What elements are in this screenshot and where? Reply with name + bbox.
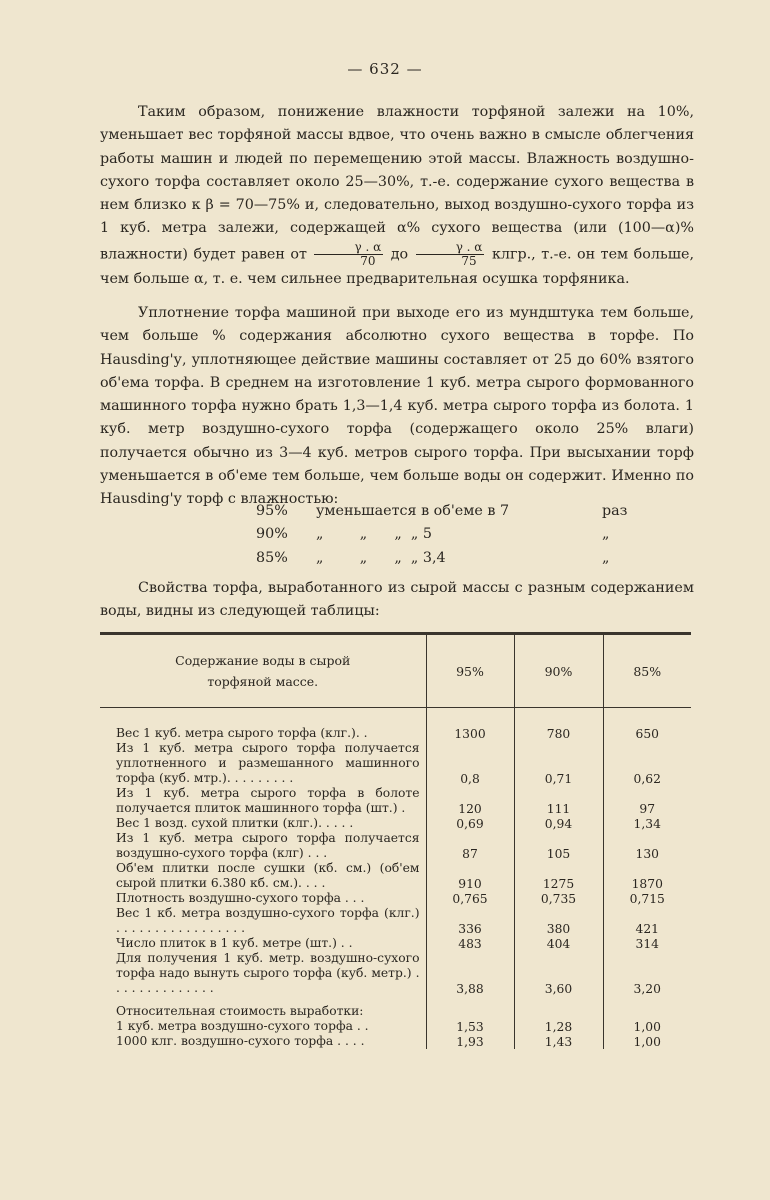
table-header-90: 90% (514, 634, 603, 708)
paragraph-1-text-a: Таким образом, понижение влажности торфяной залежи на 10%, уменьшает вес торфяной массы вдвое, что очень важно в смысле облегчения работы машин и людей по перемещению этой массы. Влажность воздушно-сухого торфа составляет около 25—30%, т.-е. содержание сухого вещества в нем близко к β = 70—75% и, следовательно, выход воздушно-сухого торфа из 1 куб. метра залежи, содержащей α% сухого вещества (или (100—α)% влажности) будет равен от (100, 104, 694, 263)
cell-85: 314 (603, 936, 691, 951)
shrink-row (256, 500, 627, 523)
table-row (100, 1019, 691, 1034)
paragraph-1-text-b: клгр., т.-е. он тем больше, чем больше α, т. е. чем сильнее предварительная осушка торфяника. (100, 246, 695, 287)
row-label: Вес 1 кб. метра воздушно-сухого торфа (клг.) . . . . . . . . . . . . . . . . . (116, 906, 420, 935)
paragraph-2: Уплотнение торфа машиной при выходе его из мундштука тем больше, чем больше % содержания абсолютно сухого вещества в торфе. По Hausding'у, уплотняющее действие машины составляет от 25 до 60% взятого об'ема торфа. В среднем на изготовление 1 куб. метра сырого формованного машинного торфа нужно брать 1,3—1,4 куб. метра сырого торфа из болота. 1 куб. метр воздушно-сухого торфа (содержащего около 25% влаги) получается обычно из 3—4 куб. метров сырого торфа. При высыхании торф уменьшается в об'еме тем больше, чем больше воды он содержит. Именно по Hausding'у торф с влажностью: (100, 305, 694, 508)
row-label: 1000 клг. воздушно-сухого торфа . . . . (116, 1034, 365, 1048)
fraction-2-denominator: 75 (461, 253, 477, 268)
paragraph-1 (100, 101, 694, 291)
fraction-1-numerator: γ . α (314, 241, 383, 255)
cell-95: 1300 (426, 726, 514, 741)
cell-95: 1,93 (426, 1034, 514, 1049)
cell-90: 105 (514, 831, 603, 861)
table-header-95: 95% (426, 634, 514, 708)
fraction-2 (416, 241, 485, 268)
cell-85: 1870 (603, 861, 691, 891)
paragraph-1-mid: до (390, 246, 409, 263)
page-number: — 632 — (347, 60, 423, 78)
table-row (100, 891, 691, 906)
peat-properties-table (100, 632, 691, 1049)
table-row (100, 726, 691, 741)
shrink-pct: 95% (256, 503, 288, 519)
table-row (100, 741, 691, 786)
cell-90: 111 (514, 786, 603, 816)
cell-85: 0,62 (603, 741, 691, 786)
row-label: Из 1 куб. метра сырого торфа получается воздушно-сухого торфа (клг) . . . (116, 831, 420, 860)
paragraph-4: Свойства торфа, выработанного из сырой массы с разным содержанием воды, видны из следующей таблицы: (100, 580, 694, 620)
cell-90: 0,71 (514, 741, 603, 786)
cell-95: 1,53 (426, 1019, 514, 1034)
shrink-list (256, 500, 627, 570)
shrink-val: „ (602, 526, 610, 543)
shrink-val: „ (602, 549, 610, 566)
row-label: Число плиток в 1 куб. метре (шт.) . . (116, 936, 353, 950)
shrink-pct: 85% (256, 549, 288, 566)
cell-85: 650 (603, 726, 691, 741)
row-label: Вес 1 возд. сухой плитки (клг.). . . . . (116, 816, 354, 830)
shrink-text: „ „ „ „ 5 (316, 526, 432, 543)
cell-90: 3,60 (514, 951, 603, 996)
cell-95: 3,88 (426, 951, 514, 996)
table-row (100, 861, 691, 891)
row-label: Об'ем плитки после сушки (кб. см.) (об'ем сырой плитки 6.380 кб. см.). . . . (116, 861, 420, 890)
cell-90: 1,43 (514, 1034, 603, 1049)
shrink-row (256, 523, 627, 546)
cell-95: 910 (426, 861, 514, 891)
table-header-label: Содержание воды в сырой торфяной массе. (100, 634, 426, 708)
cell-85: 0,715 (603, 891, 691, 906)
row-label: Вес 1 куб. метра сырого торфа (клг.). . (116, 726, 368, 740)
row-label: Для получения 1 куб. метр. воздушно-сухого торфа надо вынуть сырого торфа (куб. метр.) . . . . . . . . . . . . . . (116, 951, 420, 995)
shrink-text: „ „ „ „ 3,4 (316, 549, 446, 566)
cell-95: 0,69 (426, 816, 514, 831)
cost-heading: Относительная стоимость выработки: (116, 1004, 364, 1018)
row-label: 1 куб. метра воздушно-сухого торфа . . (116, 1019, 369, 1033)
cell-95: 87 (426, 831, 514, 861)
table-row (100, 786, 691, 816)
shrink-text: уменьшается в об'еме в 7 (316, 503, 510, 519)
row-label: Из 1 куб. метра сырого торфа в болоте получается плиток машинного торфа (шт.) . (116, 786, 420, 815)
table-row (100, 936, 691, 951)
cell-90: 780 (514, 726, 603, 741)
table-header-85: 85% (603, 634, 691, 708)
cell-85: 1,34 (603, 816, 691, 831)
table-row (100, 951, 691, 996)
table-row (100, 831, 691, 861)
shrink-row (256, 547, 627, 570)
fraction-1 (314, 241, 383, 268)
table-row (100, 906, 691, 936)
cell-85: 1,00 (603, 1034, 691, 1049)
cell-85: 421 (603, 906, 691, 936)
shrink-pct: 90% (256, 526, 288, 543)
cell-95: 0,8 (426, 741, 514, 786)
row-label: Из 1 куб. метра сырого торфа получается уплотненного и размешанного машинного торфа (куб. мтр.). . . . . . . . . (116, 741, 420, 785)
shrink-val: раз (602, 503, 628, 519)
table-row (100, 1034, 691, 1049)
fraction-2-numerator: γ . α (416, 241, 485, 255)
cell-85: 3,20 (603, 951, 691, 996)
fraction-1-denominator: 70 (360, 253, 376, 268)
cell-85: 130 (603, 831, 691, 861)
cell-85: 1,00 (603, 1019, 691, 1034)
cell-90: 404 (514, 936, 603, 951)
cell-95: 336 (426, 906, 514, 936)
cell-90: 0,735 (514, 891, 603, 906)
cell-95: 483 (426, 936, 514, 951)
cell-85: 97 (603, 786, 691, 816)
cell-95: 0,765 (426, 891, 514, 906)
cell-90: 0,94 (514, 816, 603, 831)
cell-90: 380 (514, 906, 603, 936)
table-row (100, 816, 691, 831)
cell-90: 1,28 (514, 1019, 603, 1034)
cost-heading-row (100, 996, 691, 1019)
cell-90: 1275 (514, 861, 603, 891)
row-label: Плотность воздушно-сухого торфа . . . (116, 891, 365, 905)
cell-95: 120 (426, 786, 514, 816)
